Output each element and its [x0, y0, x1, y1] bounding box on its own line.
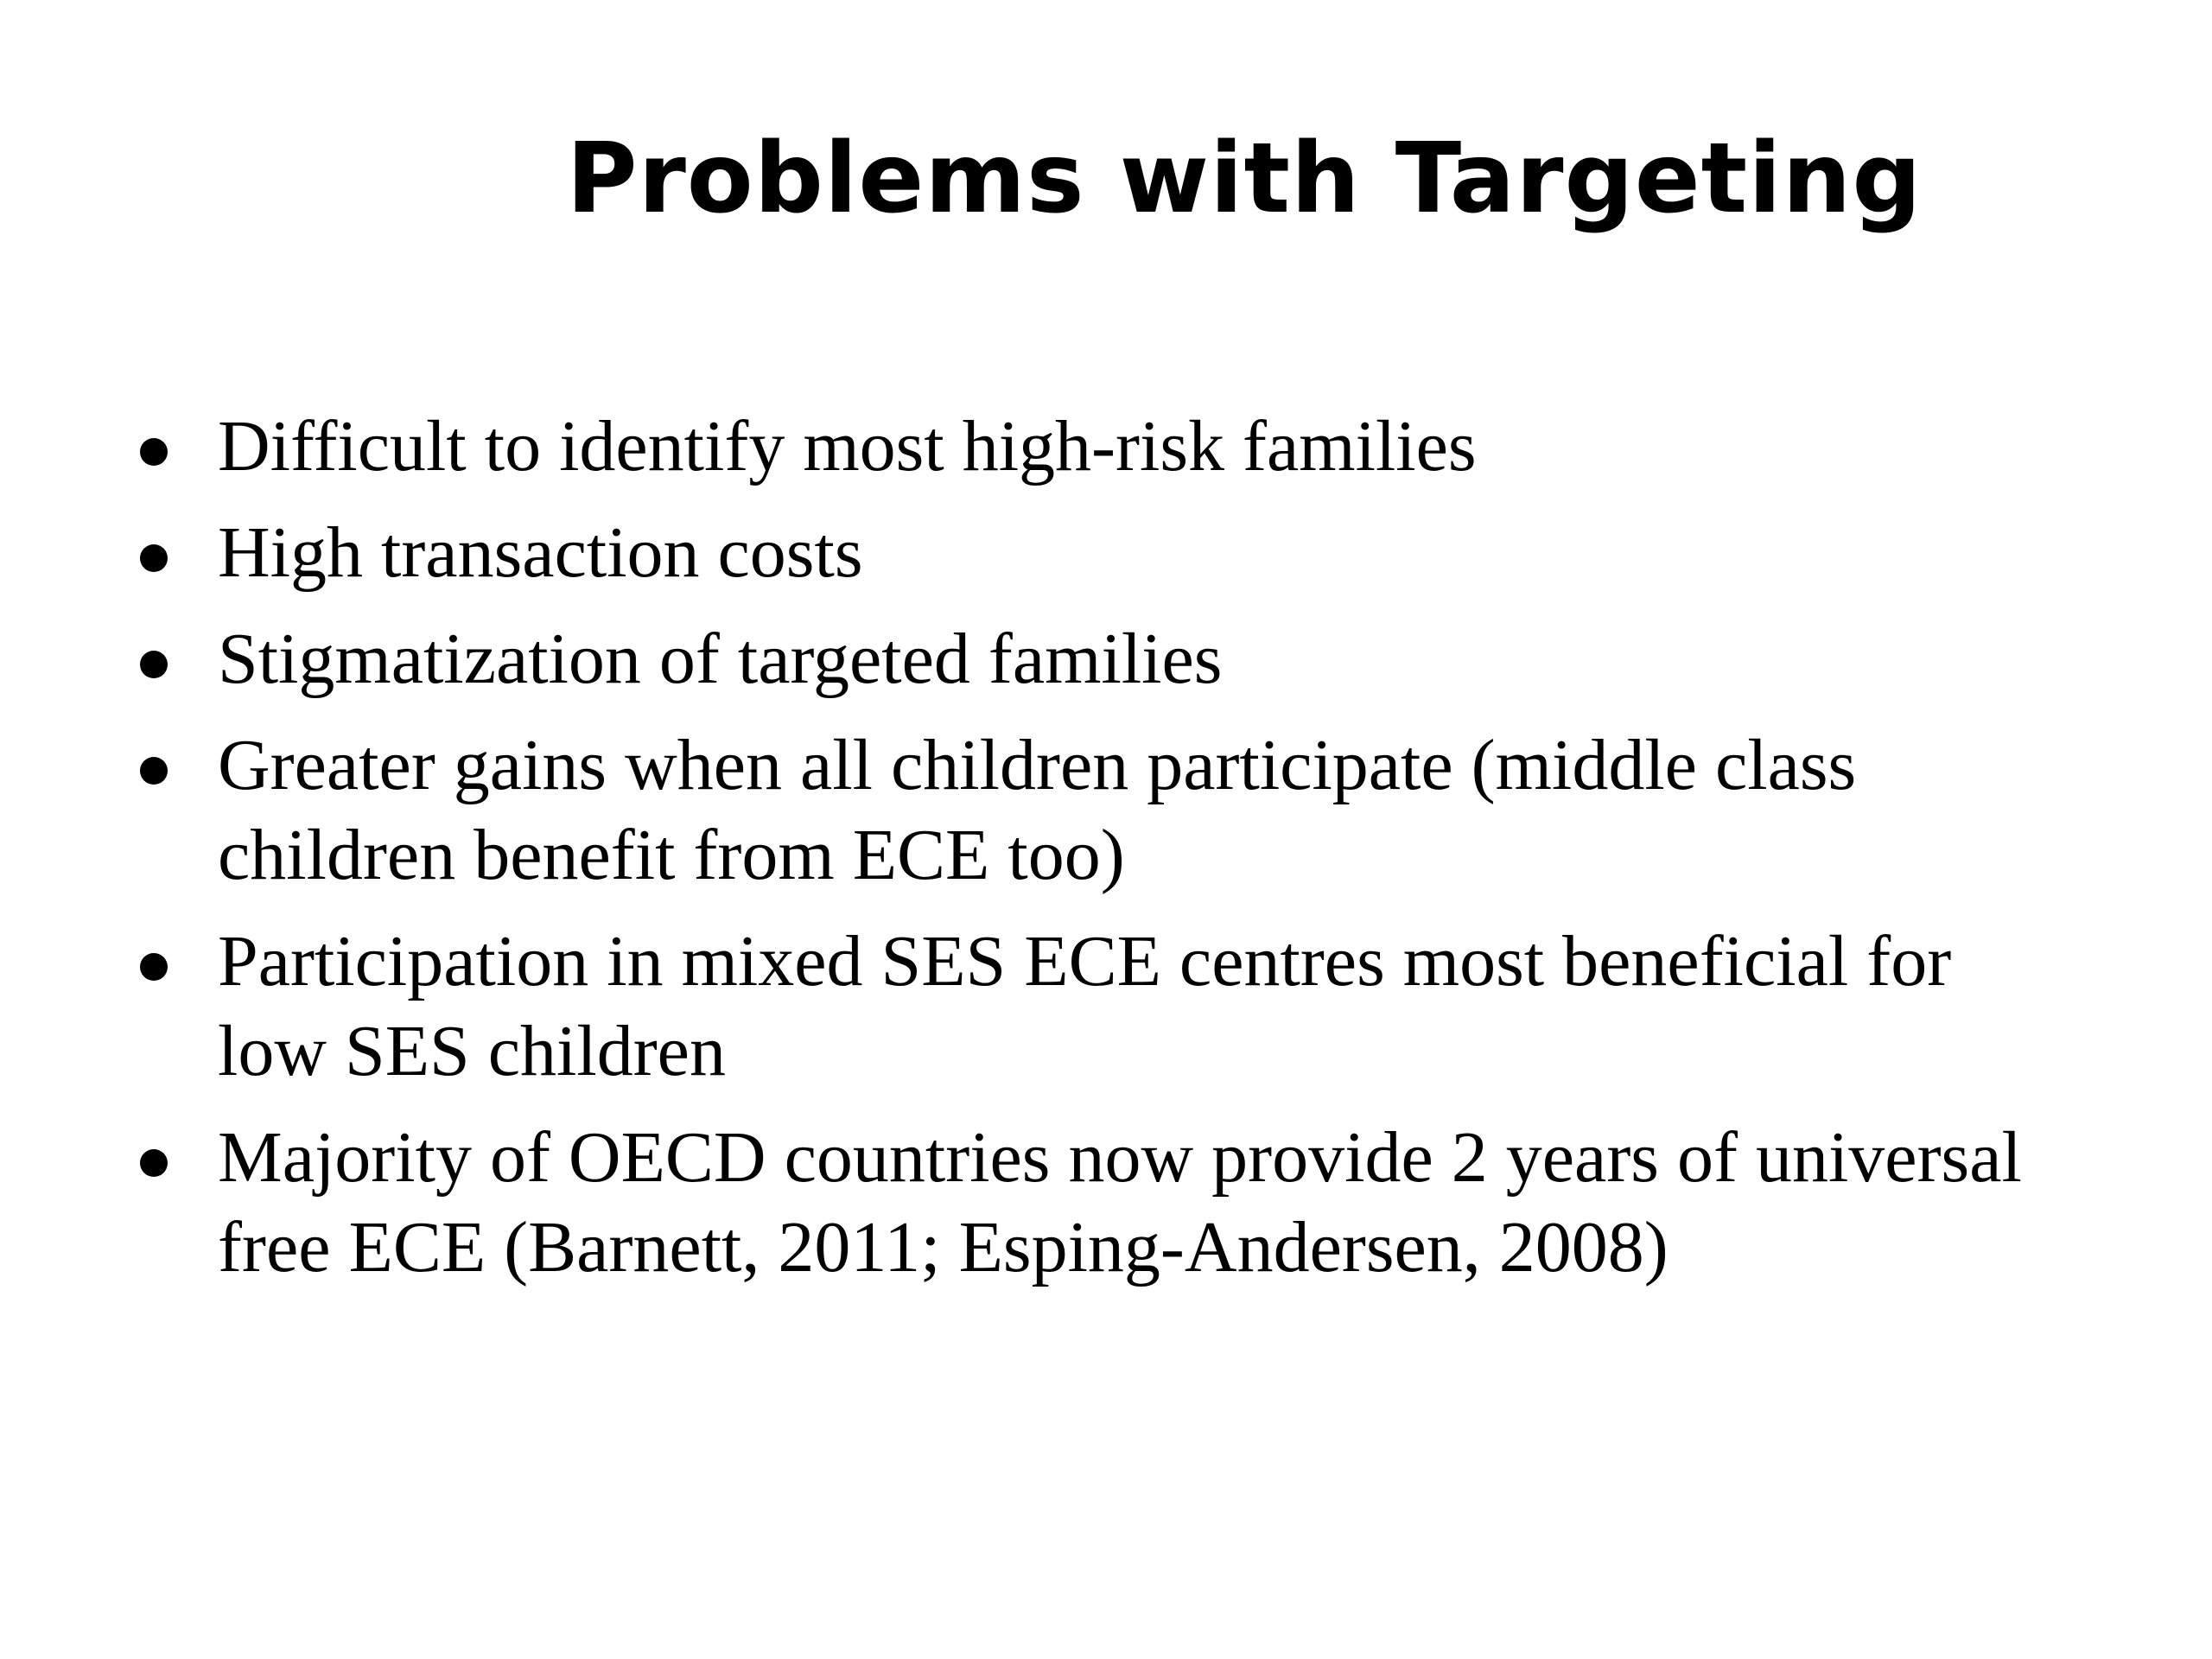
- bullet-item: [131, 508, 2119, 598]
- bullet-text: Greater gains when all children participate (middle class children benefit from ECE too): [218, 725, 1857, 895]
- bullet-dot-icon: [140, 953, 168, 981]
- bullet-text: Majority of OECD countries now provide 2 years of universal free ECE (Barnett, 2011; Esping-Andersen, 2008): [218, 1117, 2022, 1287]
- bullet-item: [131, 721, 2119, 900]
- bullet-list: [131, 402, 2119, 1309]
- bullet-item: [131, 1113, 2119, 1293]
- bullet-dot-icon: [140, 757, 168, 785]
- bullet-text: Participation in mixed SES ECE centres most beneficial for low SES children: [218, 921, 1952, 1091]
- bullet-dot-icon: [140, 1149, 168, 1177]
- bullet-dot-icon: [140, 438, 168, 466]
- bullet-item: [131, 402, 2119, 492]
- bullet-item: [131, 614, 2119, 704]
- bullet-text: High transaction costs: [218, 512, 863, 593]
- slide-title: Problems with Targeting: [566, 123, 1923, 235]
- bullet-dot-icon: [140, 544, 168, 572]
- bullet-item: [131, 917, 2119, 1096]
- bullet-text: Difficult to identify most high-risk families: [218, 406, 1477, 486]
- bullet-dot-icon: [140, 651, 168, 678]
- bullet-text: Stigmatization of targeted families: [218, 619, 1223, 699]
